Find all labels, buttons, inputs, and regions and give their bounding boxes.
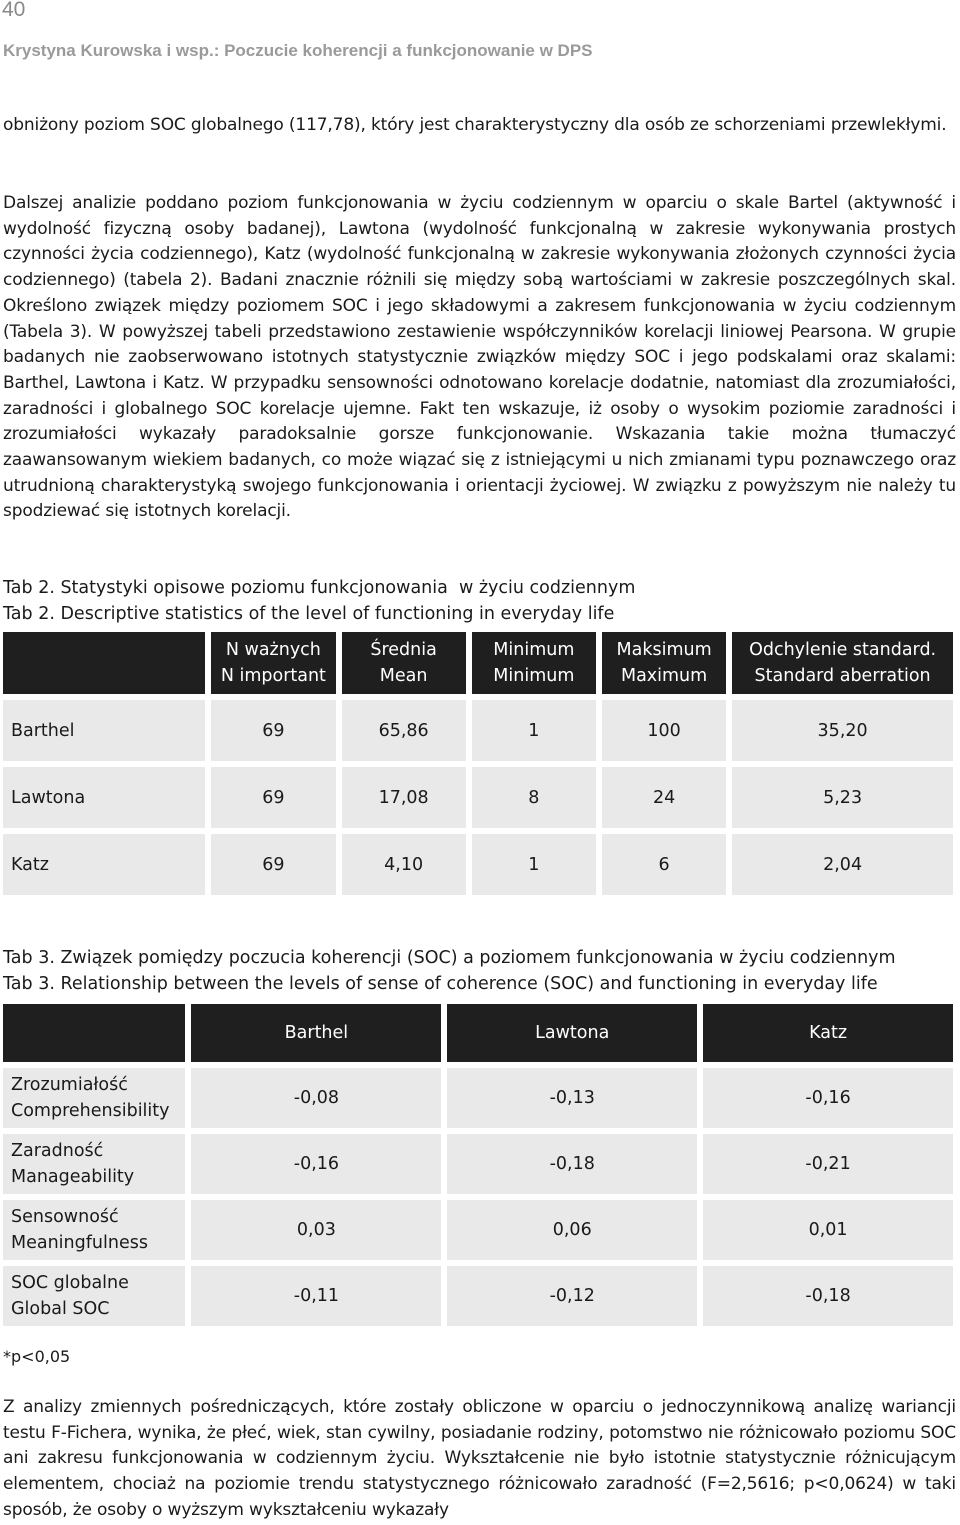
table-row <box>3 1266 953 1326</box>
cell-katz: 0,01 <box>703 1200 953 1260</box>
table3-caption-en: Tab 3. Relationship between the levels of sense of coherence (SOC) and functioning in everyday life <box>3 974 878 994</box>
row-label: Sensowność Meaningfulness <box>3 1200 185 1260</box>
table2-header-max: Maksimum Maximum <box>602 632 726 694</box>
paragraph-1: obniżony poziom SOC globalnego (117,78), który jest charakterystyczny dla osób ze schorzeniami przewlekłymi. <box>3 115 947 135</box>
cell-min: 1 <box>472 700 596 761</box>
table3-header-lawtona: Lawtona <box>447 1004 697 1062</box>
table3-footnote: *p<0,05 <box>3 1347 71 1366</box>
row-label: Zaradność Manageability <box>3 1134 185 1194</box>
table-row <box>3 1134 953 1194</box>
table2-caption <box>3 575 635 627</box>
table2-descriptive-stats <box>0 626 959 901</box>
cell-barthel: -0,16 <box>191 1134 441 1194</box>
table2-header-blank <box>3 632 205 694</box>
table2-header-n: N ważnych N important <box>211 632 335 694</box>
table-row <box>3 834 953 895</box>
cell-n: 69 <box>211 767 335 828</box>
paragraph-3: Z analizy zmiennych pośredniczących, które zostały obliczone w oparciu o jednoczynnikową analizę wariancji testu F-Fichera, wynika, że płeć, wiek, stan cywilny, posiadanie rodziny, potomstwo nie różnicowało poziomu SOC ani zakresu funkcjonowania w codziennym życiu. Wykształcenie nie było istotnie statystycznie różnicującym elementem, chociaż na poziomie trendu statystycznego różnicowało zaradność (F=2,5616; p<0,0624) w taki sposób, że osoby o wyższym wykształceniu wykazały <box>3 1397 956 1520</box>
cell-max: 6 <box>602 834 726 895</box>
cell-barthel: 0,03 <box>191 1200 441 1260</box>
header-title: Poczucie koherencji a funkcjonowanie w DPS <box>224 41 593 60</box>
table3-header-barthel: Barthel <box>191 1004 441 1062</box>
row-label: Katz <box>3 834 205 895</box>
cell-min: 8 <box>472 767 596 828</box>
table2-header-row <box>3 632 953 694</box>
cell-lawtona: -0,18 <box>447 1134 697 1194</box>
cell-sd: 5,23 <box>732 767 953 828</box>
header-authors: Krystyna Kurowska i wsp. <box>3 41 214 60</box>
header-separator: : <box>213 41 225 60</box>
cell-barthel: -0,11 <box>191 1266 441 1326</box>
cell-n: 69 <box>211 700 335 761</box>
cell-sd: 35,20 <box>732 700 953 761</box>
table2-header-sd: Odchylenie standard. Standard aberration <box>732 632 953 694</box>
cell-n: 69 <box>211 834 335 895</box>
running-header <box>3 41 593 61</box>
table2-header-min: Minimum Minimum <box>472 632 596 694</box>
cell-max: 100 <box>602 700 726 761</box>
row-label: Zrozumiałość Comprehensibility <box>3 1068 185 1128</box>
cell-katz: -0,16 <box>703 1068 953 1128</box>
page-number: 40 <box>2 0 26 21</box>
table-row <box>3 1200 953 1260</box>
table3-caption-pl: Tab 3. Związek pomiędzy poczucia koherencji (SOC) a poziomem funkcjonowania w życiu codziennym <box>3 948 896 968</box>
cell-max: 24 <box>602 767 726 828</box>
cell-sd: 2,04 <box>732 834 953 895</box>
table-row <box>3 700 953 761</box>
table-row <box>3 1068 953 1128</box>
cell-mean: 4,10 <box>342 834 466 895</box>
cell-katz: -0,18 <box>703 1266 953 1326</box>
table3-header-blank <box>3 1004 185 1062</box>
cell-katz: -0,21 <box>703 1134 953 1194</box>
table3-caption <box>3 945 896 997</box>
table3-correlations <box>0 998 959 1332</box>
table2-caption-en: Tab 2. Descriptive statistics of the level of functioning in everyday life <box>3 604 615 624</box>
table2-caption-pl: Tab 2. Statystyki opisowe poziomu funkcjonowania w życiu codziennym <box>3 578 636 598</box>
row-label: Barthel <box>3 700 205 761</box>
cell-mean: 17,08 <box>342 767 466 828</box>
row-label: SOC globalne Global SOC <box>3 1266 185 1326</box>
cell-lawtona: -0,12 <box>447 1266 697 1326</box>
paragraph-2: Dalszej analizie poddano poziom funkcjonowania w życiu codziennym w oparciu o skale Bartel (aktywność i wydolność fizyczną osoby badanej), Lawtona (wydolność funkcjonalną w zakresie wykonywania prostych czynności życia codziennego), Katz (wydolność funkcjonalną w zakresie wykonywania złożonych czynności życia codziennego) (tabela 2). Badani znacznie różnili się między sobą wartościami w zakresie poszczególnych skal. Określono związek między poziomem SOC i jego składowymi a zakresem funkcjonowania w życiu codziennym (Tabela 3). W powyższej tabeli przedstawiono zestawienie współczynników korelacji liniowej Pearsona. W grupie badanych nie zaobserwowano istotnych statystycznie związków między SOC i jego podskalami oraz skalami: Barthel, Lawtona i Katz. W przypadku sensowności odnotowano korelacje dodatnie, natomiast dla zrozumiałości, zaradności i globalnego SOC korelacje ujemne. Fakt ten wskazuje, iż osoby o wysokim poziomie zaradności i zrozumiałości wykazały paradoksalnie gorsze funkcjonowanie. Wskazania takie można tłumaczyć zaawansowanym wiekiem badanych, co może wiązać się z istniejącymi u nich zmianami typu poznawczego oraz utrudnioną charakterystyką swojego funkcjonowania i orientacji życiowej. W związku z powyższym nie należy tu spodziewać się istotnych korelacji. <box>3 193 956 522</box>
cell-barthel: -0,08 <box>191 1068 441 1128</box>
cell-lawtona: 0,06 <box>447 1200 697 1260</box>
table2-header-mean: Średnia Mean <box>342 632 466 694</box>
row-label: Lawtona <box>3 767 205 828</box>
table3-header-katz: Katz <box>703 1004 953 1062</box>
cell-min: 1 <box>472 834 596 895</box>
table3-header-row <box>3 1004 953 1062</box>
cell-lawtona: -0,13 <box>447 1068 697 1128</box>
cell-mean: 65,86 <box>342 700 466 761</box>
table-row <box>3 767 953 828</box>
